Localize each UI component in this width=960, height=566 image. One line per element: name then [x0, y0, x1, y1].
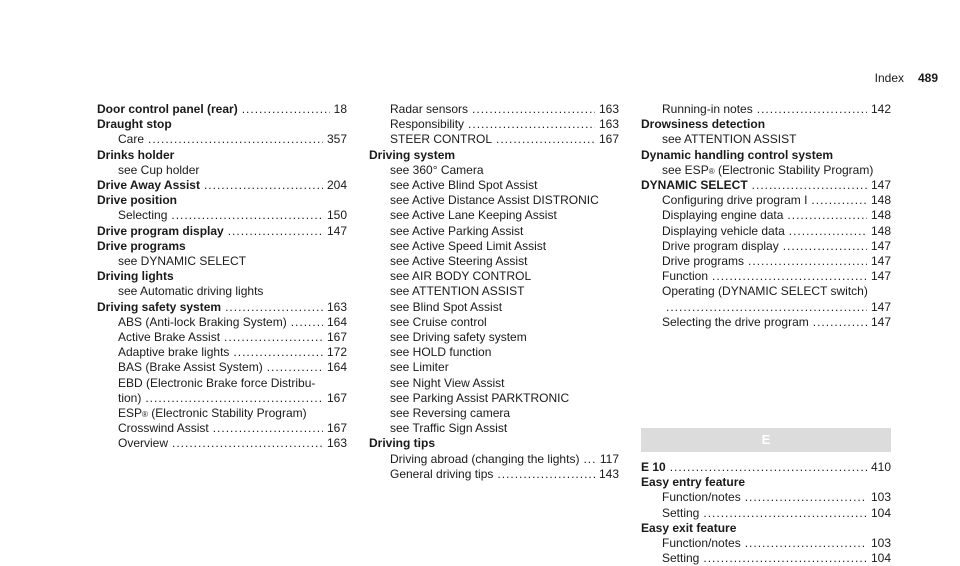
index-entry — [641, 536, 891, 551]
index-entry — [97, 269, 347, 284]
leader-dots — [787, 208, 867, 223]
section-letter: E — [761, 432, 771, 448]
page-ref[interactable]: 148 — [870, 193, 891, 208]
entry-label: Configuring drive program I — [662, 193, 808, 208]
index-entry — [641, 132, 891, 147]
index-entry — [369, 315, 619, 330]
leader-dots — [583, 452, 595, 467]
entry-label: E 10 — [641, 460, 666, 474]
entry-label: Care — [118, 132, 145, 147]
leader-dots — [748, 254, 867, 269]
entry-label: Radar sensors — [390, 102, 469, 116]
entry-label: Function — [662, 269, 709, 284]
index-entry — [97, 391, 347, 406]
entry-label: see ESP — [662, 162, 709, 177]
index-column-2 — [369, 102, 619, 482]
page-ref[interactable]: 204 — [326, 178, 347, 193]
entry-label: Drinks holder — [97, 147, 175, 162]
index-entry — [641, 521, 891, 536]
entry-label: Operating (DYNAMIC SELECT switch) — [662, 284, 868, 299]
index-entry — [369, 391, 619, 406]
entry-label-cont: (Electronic Stability Program) — [147, 406, 307, 421]
index-entry — [641, 284, 891, 299]
page-header — [0, 71, 960, 87]
index-entry — [97, 239, 347, 254]
leader-dots — [228, 224, 323, 239]
page-ref[interactable]: 167 — [326, 390, 347, 405]
entry-label: Selecting — [118, 208, 168, 223]
index-entry — [369, 269, 619, 284]
entry-label: see HOLD function — [390, 345, 492, 360]
leader-dots — [145, 391, 323, 406]
index-entry — [641, 208, 891, 223]
leader-dots — [703, 506, 867, 521]
index-entry — [641, 315, 891, 330]
page-ref[interactable]: 163 — [326, 436, 347, 451]
entry-label: EBD (Electronic Brake force Distribu- — [118, 375, 316, 390]
index-entry — [369, 193, 619, 208]
index-entry — [97, 315, 347, 330]
entry-label: see Active Steering Assist — [390, 254, 528, 269]
entry-label: Easy entry feature — [641, 475, 746, 490]
index-entry — [369, 345, 619, 360]
entry-label: see Automatic driving lights — [118, 284, 264, 299]
page-ref[interactable]: 410 — [870, 460, 891, 474]
entry-label: Driving safety system — [97, 299, 222, 314]
index-entry — [369, 330, 619, 345]
index-entry: ESP ® (Electronic Stability Program) — [118, 406, 307, 421]
leader-dots — [224, 330, 323, 345]
entry-label: Drive position — [97, 193, 178, 208]
leader-dots — [783, 239, 867, 254]
entry-label: Setting — [662, 551, 700, 566]
entry-label: Easy exit feature — [641, 520, 737, 535]
leader-dots — [225, 300, 323, 315]
leader-dots — [171, 208, 323, 223]
entry-label: see Limiter — [390, 360, 449, 375]
index-entry — [369, 467, 619, 482]
leader-dots — [148, 132, 323, 147]
leader-dots — [670, 460, 867, 475]
index-column-3 — [641, 102, 891, 330]
index-entry — [641, 490, 891, 505]
entry-label: STEER CONTROL — [390, 132, 493, 147]
page-ref[interactable]: 167 — [326, 421, 347, 436]
index-entry — [369, 208, 619, 223]
index-entry — [641, 254, 891, 269]
page-ref[interactable]: 163 — [598, 102, 619, 116]
index-entry — [369, 132, 619, 147]
entry-label: Overview — [118, 436, 169, 451]
entry-label: Drive programs — [97, 238, 186, 253]
page-ref[interactable]: 164 — [326, 360, 347, 375]
entry-label: see Blind Spot Assist — [390, 299, 503, 314]
page-ref[interactable]: 142 — [870, 102, 891, 116]
entry-label: see Traffic Sign Assist — [390, 421, 508, 436]
entry-label: Door control panel (rear) — [97, 102, 238, 116]
leader-dots — [213, 421, 323, 436]
index-entry — [641, 475, 891, 490]
page-ref[interactable]: 147 — [870, 178, 891, 193]
page-ref[interactable]: 103 — [870, 490, 891, 505]
index-entry — [97, 163, 347, 178]
index-entry — [97, 360, 347, 375]
index-entry — [97, 254, 347, 269]
entry-label: Running-in notes — [662, 102, 753, 116]
entry-label: Responsibility — [390, 117, 465, 132]
page-ref[interactable]: 163 — [326, 299, 347, 314]
index-entry — [97, 376, 347, 391]
leader-dots — [757, 102, 867, 117]
index-entry — [641, 193, 891, 208]
leader-dots — [752, 178, 867, 193]
index-entry — [97, 345, 347, 360]
section-letter-band — [641, 428, 891, 452]
entry-label: Drowsiness detection — [641, 117, 766, 132]
leader-dots — [703, 551, 867, 566]
index-entry — [641, 148, 891, 163]
entry-label: tion) — [118, 390, 142, 405]
entry-label: Function/notes — [662, 536, 741, 551]
entry-label: see Active Lane Keeping Assist — [390, 208, 557, 223]
entry-label: Dynamic handling control system — [641, 147, 834, 162]
index-entry: see ESP ® (Electronic Stability Program) — [662, 162, 874, 177]
section-label: Index — [874, 71, 904, 85]
entry-label: ESP — [118, 406, 143, 421]
entry-label: Function/notes — [662, 490, 741, 505]
index-entry — [641, 239, 891, 254]
index-entry — [369, 163, 619, 178]
leader-dots — [712, 269, 867, 284]
entry-label: see Parking Assist PARKTRONIC — [390, 390, 570, 405]
index-entry — [97, 117, 347, 132]
index-entry — [641, 300, 891, 315]
index-entry — [369, 239, 619, 254]
entry-label-cont: (Electronic Stability Program) — [714, 162, 874, 177]
index-entry — [97, 284, 347, 299]
index-entry — [97, 148, 347, 163]
index-entry — [369, 148, 619, 163]
index-entry — [97, 421, 347, 436]
entry-label: Driving abroad (changing the lights) — [390, 451, 580, 466]
page-ref[interactable]: 18 — [333, 102, 347, 116]
page-ref[interactable]: 147 — [870, 314, 891, 329]
page-ref[interactable]: 148 — [870, 208, 891, 223]
entry-label: Adaptive brake lights — [118, 345, 230, 360]
leader-dots — [745, 536, 867, 551]
entry-label: Active Brake Assist — [118, 330, 221, 345]
index-entry — [369, 178, 619, 193]
page-ref[interactable]: 143 — [598, 466, 619, 481]
entry-label: see 360° Camera — [390, 162, 484, 177]
page-ref[interactable]: 104 — [870, 505, 891, 520]
index-entry — [369, 436, 619, 451]
index-entry — [97, 208, 347, 223]
index-entry — [369, 117, 619, 132]
leader-dots — [813, 315, 867, 330]
entry-label: see Active Parking Assist — [390, 223, 524, 238]
entry-label: Selecting the drive program — [662, 314, 809, 329]
entry-label: Driving system — [369, 147, 456, 162]
page-ref[interactable]: 148 — [870, 223, 891, 238]
entry-label: see Active Blind Spot Assist — [390, 178, 538, 193]
entry-label: Displaying engine data — [662, 208, 784, 223]
entry-label: Driving lights — [97, 269, 174, 284]
leader-dots — [472, 102, 595, 117]
entry-label: General driving tips — [390, 466, 494, 481]
leader-dots — [204, 178, 323, 193]
entry-label: see Active Distance Assist DISTRONIC — [390, 193, 599, 208]
entry-label: Setting — [662, 505, 700, 520]
entry-label: BAS (Brake Assist System) — [118, 360, 263, 375]
entry-label: Drive Away Assist — [97, 178, 200, 193]
index-entry — [641, 224, 891, 239]
index-entry — [641, 178, 891, 193]
page-ref[interactable]: 103 — [870, 536, 891, 551]
page-ref[interactable]: 150 — [326, 208, 347, 223]
entry-label: see ATTENTION ASSIST — [390, 284, 525, 299]
entry-label: see Active Speed Limit Assist — [390, 238, 547, 253]
leader-dots — [496, 132, 595, 147]
leader-dots — [497, 467, 595, 482]
page-number: 489 — [917, 71, 938, 85]
index-column-1 — [97, 102, 347, 452]
index-entry — [641, 551, 891, 566]
entry-label: Displaying vehicle data — [662, 223, 785, 238]
page-ref[interactable]: 117 — [599, 451, 619, 466]
page-ref[interactable]: 147 — [870, 269, 891, 284]
page-ref[interactable]: 357 — [326, 132, 347, 147]
leader-dots — [267, 360, 323, 375]
entry-label: Drive program display — [97, 223, 224, 238]
index-entry — [369, 102, 619, 117]
page-ref[interactable]: 147 — [870, 238, 891, 253]
index-entry — [641, 117, 891, 132]
entry-label: see Cup holder — [118, 162, 200, 177]
entry-label: see ATTENTION ASSIST — [662, 132, 797, 147]
index-entry — [97, 132, 347, 147]
index-entry — [97, 300, 347, 315]
leader-dots — [666, 300, 867, 315]
entry-label: Crosswind Assist — [118, 421, 209, 436]
leader-dots — [242, 102, 330, 117]
entry-label: DYNAMIC SELECT — [641, 178, 748, 193]
index-entry — [641, 460, 891, 475]
index-entry — [369, 300, 619, 315]
index-entry — [641, 506, 891, 521]
leader-dots — [745, 490, 867, 505]
page-ref[interactable]: 104 — [870, 551, 891, 566]
leader-dots — [233, 345, 323, 360]
entry-label: see Driving safety system — [390, 330, 527, 345]
index-entry — [97, 193, 347, 208]
leader-dots — [468, 117, 595, 132]
index-entry — [97, 330, 347, 345]
page-ref[interactable]: 167 — [598, 132, 619, 147]
index-entry — [369, 224, 619, 239]
index-entry — [369, 421, 619, 436]
index-entry — [369, 254, 619, 269]
index-entry — [369, 406, 619, 421]
index-entry — [97, 436, 347, 451]
entry-label: see Night View Assist — [390, 375, 505, 390]
leader-dots — [172, 436, 323, 451]
leader-dots — [811, 193, 867, 208]
index-entry — [369, 284, 619, 299]
entry-label: see Cruise control — [390, 314, 487, 329]
index-entry — [97, 224, 347, 239]
page-ref[interactable]: 164 — [326, 314, 347, 329]
index-entry — [369, 360, 619, 375]
entry-label: see Reversing camera — [390, 406, 511, 421]
page-ref[interactable]: 167 — [326, 330, 347, 345]
entry-label: ABS (Anti-lock Braking System) — [118, 314, 287, 329]
index-entry — [641, 102, 891, 117]
index-entry — [369, 452, 619, 467]
index-entry — [97, 102, 347, 117]
index-entry — [641, 269, 891, 284]
page-ref[interactable]: 172 — [326, 345, 347, 360]
index-entry — [369, 376, 619, 391]
page-ref[interactable]: 147 — [870, 299, 891, 314]
leader-dots — [789, 224, 867, 239]
entry-label: see AIR BODY CONTROL — [390, 269, 532, 284]
entry-label: Draught stop — [97, 117, 172, 132]
entry-label: Driving tips — [369, 436, 436, 451]
entry-label: see DYNAMIC SELECT — [118, 254, 247, 269]
page-ref[interactable]: 147 — [870, 254, 891, 269]
page-ref[interactable]: 147 — [326, 223, 347, 238]
index-entry — [97, 178, 347, 193]
entry-label: Drive program display — [662, 238, 779, 253]
page-ref[interactable]: 163 — [598, 117, 619, 132]
index-column-3-e — [641, 460, 891, 566]
entry-label: Drive programs — [662, 254, 745, 269]
leader-dots — [291, 315, 323, 330]
